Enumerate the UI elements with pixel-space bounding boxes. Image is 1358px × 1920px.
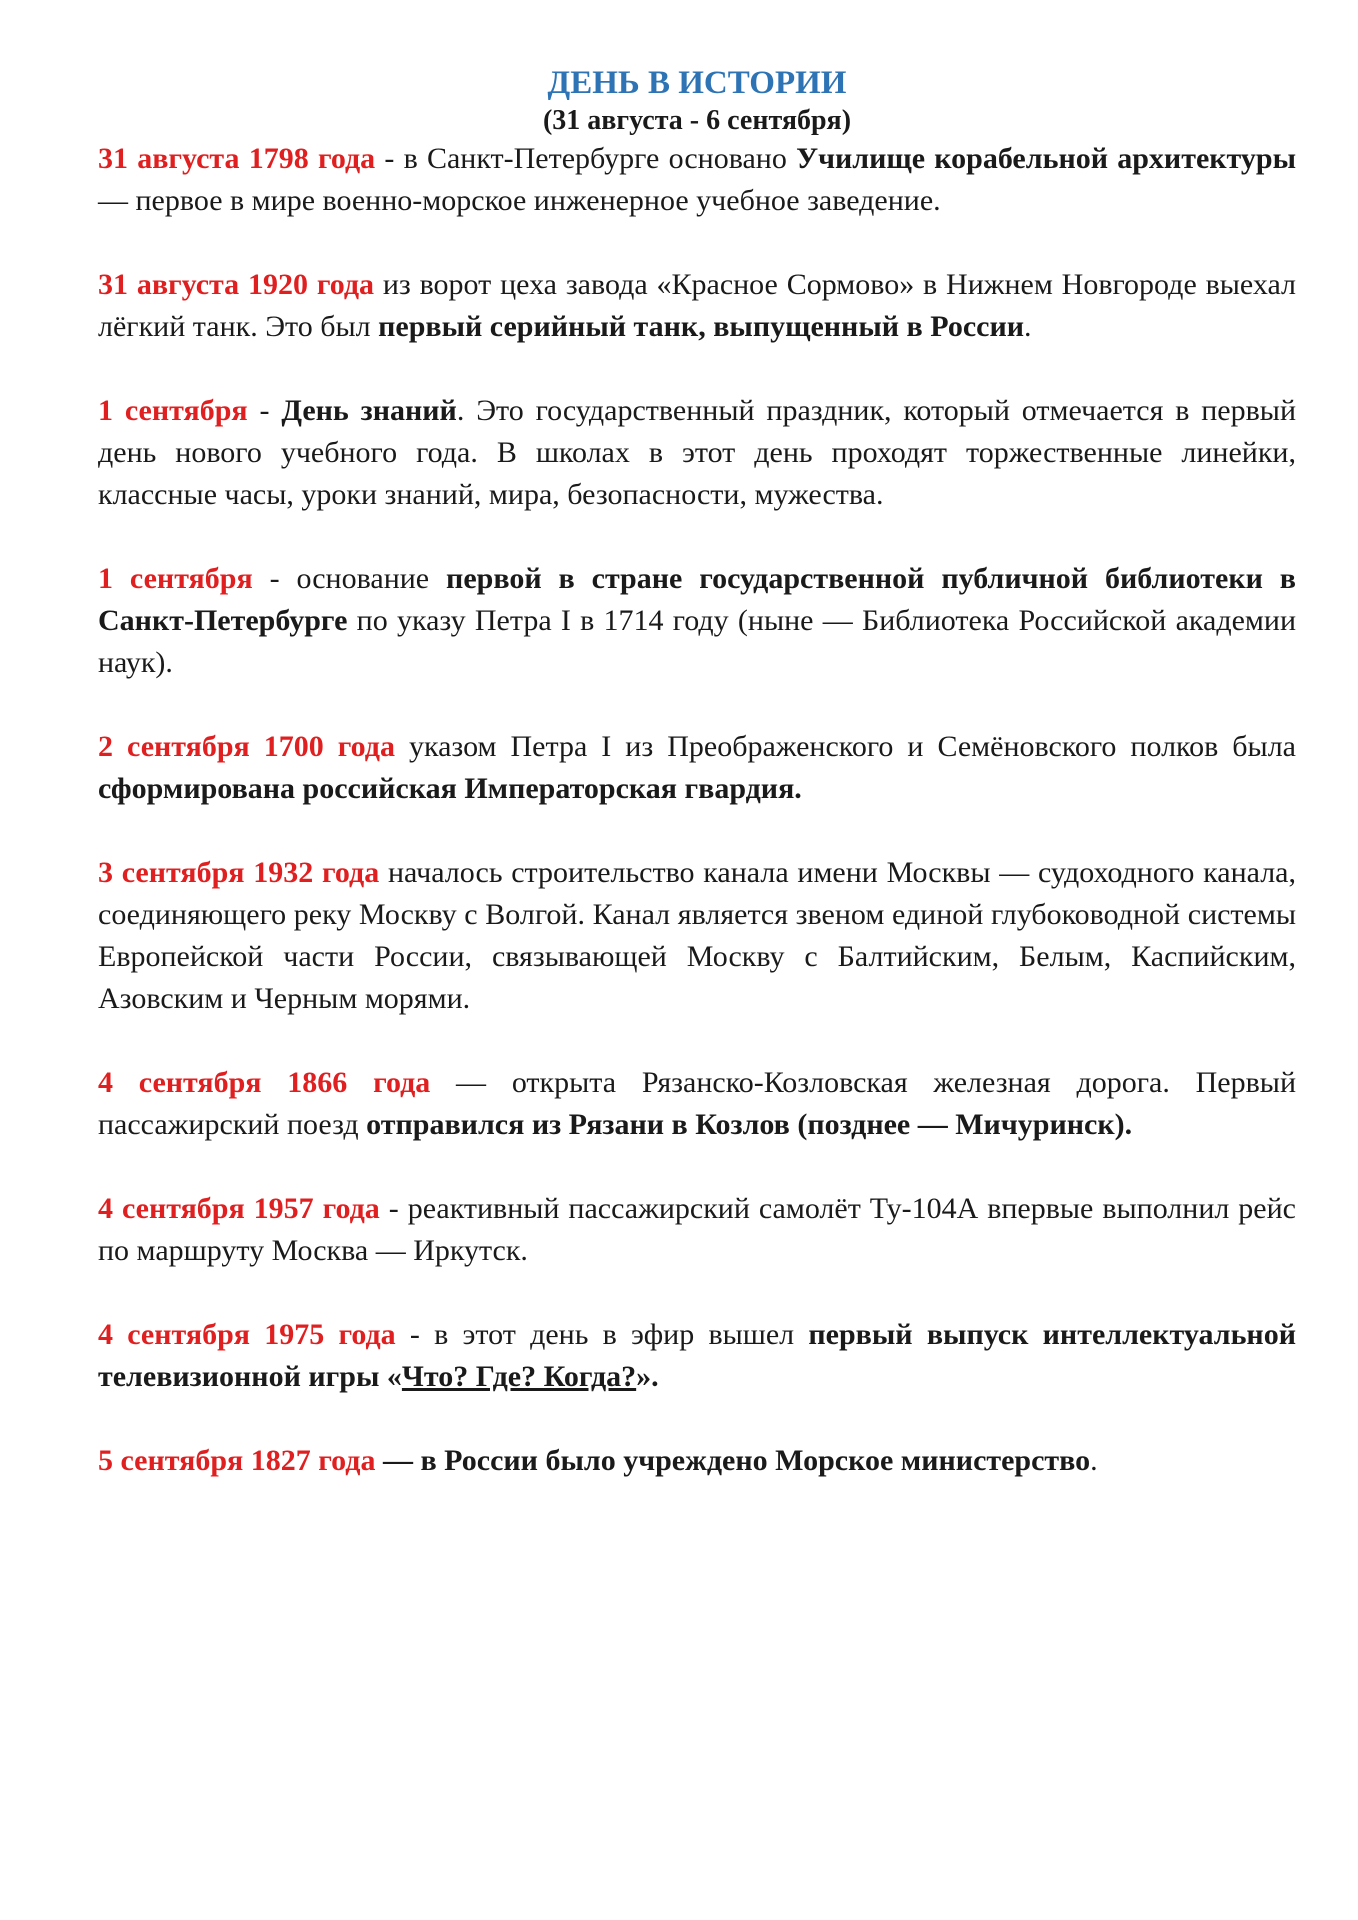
entry-text: - основание <box>252 562 447 595</box>
entry-date: 1 сентября <box>98 562 253 595</box>
entry-date: 4 сентября 1975 года <box>98 1318 396 1351</box>
document-page <box>98 62 1296 1482</box>
entry-text: - реактивный пассажирский самолёт Ту-104А впервые выполнил рейс по маршруту Москва — Иркутск. <box>98 1192 1296 1267</box>
entry-highlight: Училище корабельной архитектуры <box>796 142 1296 175</box>
history-entry <box>98 852 1296 1020</box>
entry-text: из ворот цеха завода «Красное Сормово» в Нижнем Новгороде выехал лёгкий танк. Это был <box>98 268 1296 343</box>
page-subtitle: (31 августа - 6 сентября) <box>542 105 852 136</box>
entry-highlight: ». <box>636 1360 659 1393</box>
history-entry <box>98 1314 1296 1398</box>
entry-text: - в Санкт-Петербурге основано <box>375 142 797 175</box>
entry-text: указом Петра I из Преображенского и Семёновского полков была <box>394 730 1296 763</box>
entry-text: — первое в мире военно-морское инженерное учебное заведение. <box>98 184 941 217</box>
entry-date: 31 августа 1798 года <box>98 142 376 175</box>
history-entry <box>98 1062 1296 1146</box>
entry-highlight: — в России было учреждено Морское министерство <box>375 1444 1091 1477</box>
entry-date: 4 сентября 1866 года <box>98 1066 431 1099</box>
entry-highlight: первой в стране государственной публичной библиотеки в Санкт-Петербурге <box>98 562 1296 637</box>
history-entry <box>98 1440 1296 1482</box>
entry-text: . <box>1090 1444 1098 1477</box>
entry-text: по указу Петра I в 1714 году (ныне — Библиотека Российской академии наук). <box>98 604 1296 679</box>
history-entry <box>98 1188 1296 1272</box>
entry-date: 5 сентября 1827 года <box>98 1444 376 1477</box>
entry-highlight: первый серийный танк, выпущенный в России <box>378 310 1025 343</box>
entry-text: — открыта Рязанско-Козловская железная дорога. Первый пассажирский поезд <box>98 1066 1296 1141</box>
entry-text: . Это государственный праздник, который отмечается в первый день нового учебного года. В школах в этот день проходят торжественные линейки, классные часы, уроки знаний, мира, безопасности, мужества. <box>98 394 1296 511</box>
entry-highlight: День знаний <box>281 394 457 427</box>
entry-date: 2 сентября 1700 года <box>98 730 395 763</box>
entry-highlight: первый выпуск интеллектуальной телевизионной игры « <box>98 1318 1296 1393</box>
entry-text: - <box>247 394 282 427</box>
entry-highlight: сформирована российская Императорская гвардия. <box>98 772 802 805</box>
entry-date: 31 августа 1920 года <box>98 268 375 301</box>
show-title-link[interactable]: Что? Где? Когда? <box>401 1360 637 1393</box>
entry-highlight: отправился из Рязани в Козлов (позднее — Мичуринск). <box>366 1108 1133 1141</box>
page-title: ДЕНЬ В ИСТОРИИ <box>547 65 847 101</box>
history-entry <box>98 558 1296 684</box>
entry-text: . <box>1024 310 1032 343</box>
entry-date: 3 сентября 1932 года <box>98 856 380 889</box>
history-entry <box>98 138 1296 222</box>
history-entry <box>98 726 1296 810</box>
history-entry <box>98 264 1296 348</box>
entry-date: 1 сентября <box>98 394 248 427</box>
entry-text: началось строительство канала имени Москвы — судоходного канала, соединяющего реку Москву с Волгой. Канал является звеном единой глубоководной системы Европейской части России, связывающей Москву с Балтийским, Белым, Каспийским, Азовским и Черным морями. <box>98 856 1296 1015</box>
history-entry <box>98 390 1296 516</box>
entry-date: 4 сентября 1957 года <box>98 1192 380 1225</box>
entry-text: - в этот день в эфир вышел <box>395 1318 809 1351</box>
